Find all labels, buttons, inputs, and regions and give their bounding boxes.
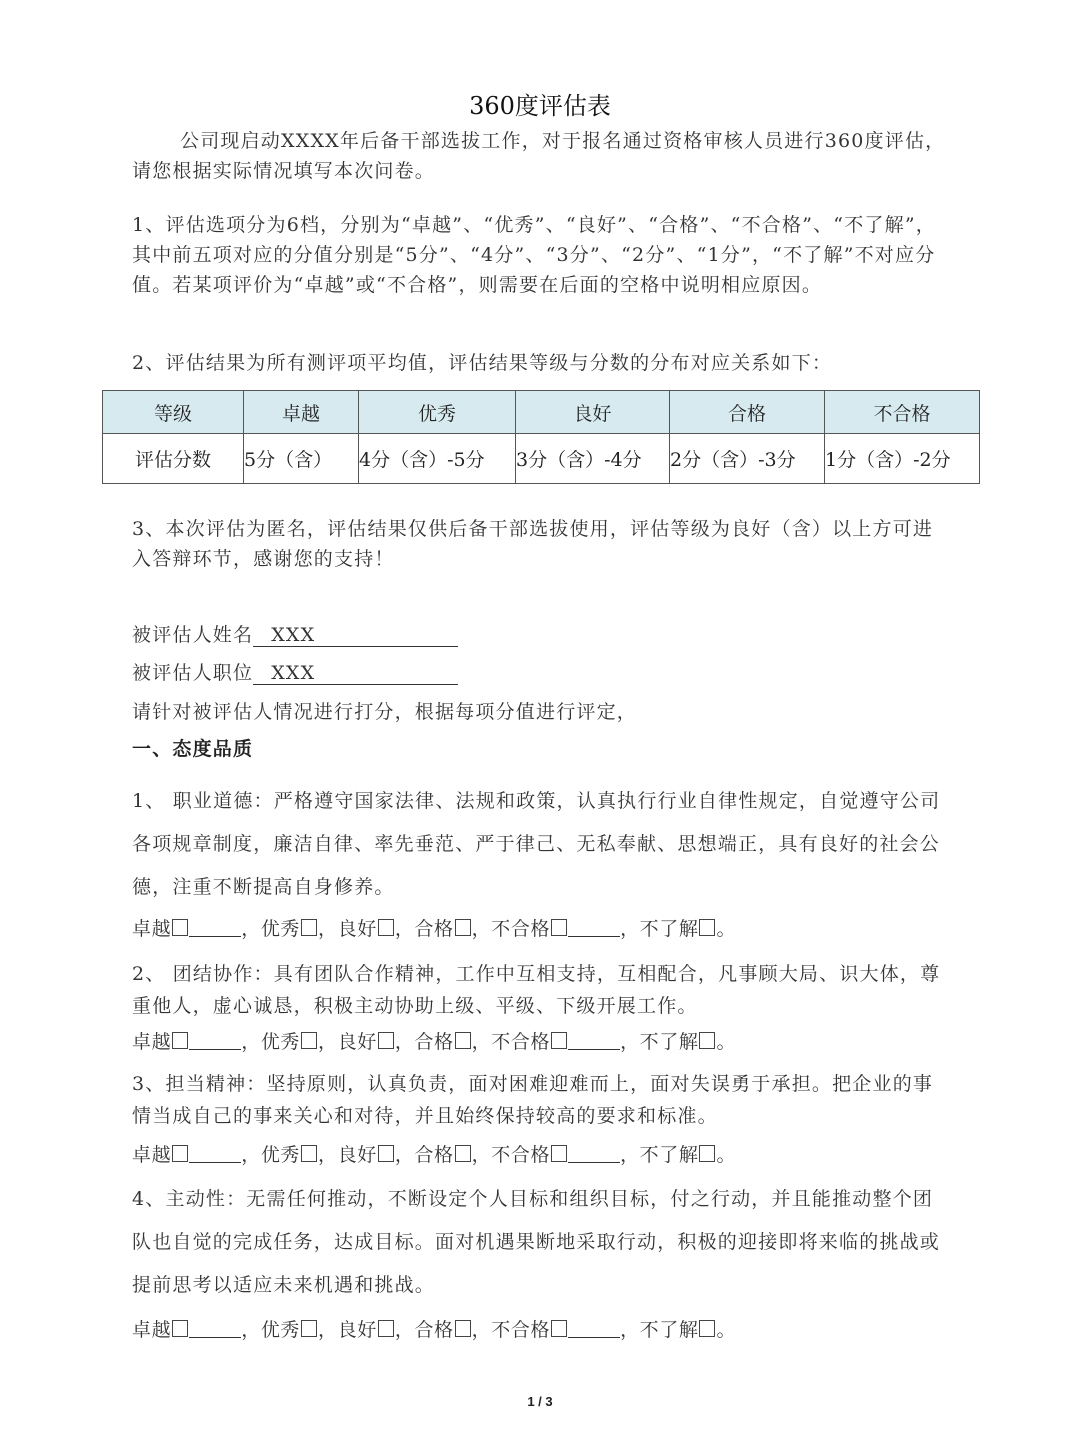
rule-1: 1、评估选项分为6档，分别为“卓越”、“优秀”、“良好”、“合格”、“不合格”、“不了解”，其中前五项对应的分值分别是“5分”、“4分”、“3分”、“2分”、“1分”，“不了解”不对应分值。若某项评价为“卓越”或“不合格”，则需要在后面的空格中说明相应原因。 [132,214,936,296]
checkbox-good-plus[interactable] [301,919,317,936]
option-label: 优秀 [260,1031,301,1053]
separator: ， [318,1319,338,1341]
checkbox-good[interactable] [378,919,394,936]
rule-3: 3、本次评估为匿名，评估结果仅供后备干部选拔使用，评估等级为良好（含）以上方可进入答辩环节，感谢您的支持！ [132,518,934,570]
checkbox-good[interactable] [378,1320,394,1337]
table-header-cell: 不合格 [825,391,980,434]
table-header-cell: 优秀 [359,391,516,434]
option-label: 卓越 [132,1319,172,1341]
evaluatee-position-row [132,658,458,685]
rating-options-2 [132,1027,736,1054]
checkbox-good-plus[interactable] [301,1145,317,1162]
separator: ， [394,1319,415,1341]
checkbox-fail[interactable] [551,919,567,936]
separator: ， [394,1144,415,1166]
separator: 。 [716,1144,737,1166]
option-label: 合格 [414,1144,454,1166]
table-cell: 评估分数 [103,434,244,484]
page-number: 1 / 3 [527,1394,553,1409]
table-cell: 1分（含）-2分 [825,434,980,484]
option-label: 良好 [337,1031,377,1053]
checkbox-fail[interactable] [551,1320,567,1337]
rating-options-3 [132,1140,736,1167]
option-label: 不了解 [639,918,699,940]
item-professional-ethics: 1、 职业道德：严格遵守国家法律、法规和政策，认真执行行业自律性规定，自觉遵守公司各项规章制度，廉洁自律、率先垂范、严于律己、无私奉献、思想端正，具有良好的社会公德，注重不断提高自身修养。 [132,790,941,898]
evaluatee-name-row [132,620,458,647]
separator: ， [318,918,338,940]
checkbox-good-plus[interactable] [301,1032,317,1049]
checkbox-pass[interactable] [455,919,471,936]
instruction-text: 请针对被评估人情况进行打分，根据每项分值进行评定， [132,701,638,723]
checkbox-unknown[interactable] [699,1320,715,1337]
separator: ， [620,1031,640,1053]
separator: ， [471,1031,492,1053]
evaluatee-position-label: 被评估人职位 [132,662,254,684]
option-label: 优秀 [260,1319,301,1341]
grade-score-table [102,390,980,484]
option-label: 合格 [414,1319,454,1341]
evaluatee-name-field[interactable]: XXX [253,624,458,647]
separator: 。 [716,918,737,940]
separator: ， [620,1319,640,1341]
evaluatee-position-field[interactable]: XXX [253,662,458,685]
option-label: 不了解 [639,1319,699,1341]
rule-2: 2、评估结果为所有测评项平均值，评估结果等级与分数的分布对应关系如下： [132,352,833,374]
table-header-cell: 卓越 [244,391,359,434]
reason-blank-fail[interactable] [568,918,620,937]
separator: ， [620,1144,640,1166]
separator: ， [241,1319,261,1341]
option-label: 不合格 [491,1031,551,1053]
option-label: 合格 [414,918,454,940]
separator: 。 [716,1319,737,1341]
table-cell: 2分（含）-3分 [670,434,825,484]
table-header-cell: 合格 [670,391,825,434]
reason-blank-excellent[interactable] [189,1319,241,1338]
checkbox-pass[interactable] [455,1145,471,1162]
reason-blank-excellent[interactable] [189,918,241,937]
reason-blank-excellent[interactable] [189,1031,241,1050]
item-teamwork: 2、 团结协作：具有团队合作精神，工作中互相支持，互相配合，凡事顾大局、识大体，尊重他人，虚心诚恳，积极主动协助上级、平级、下级开展工作。 [132,963,941,1017]
separator: 。 [716,1031,737,1053]
checkbox-excellent[interactable] [172,1145,188,1162]
option-label: 卓越 [132,918,172,940]
rating-options-1 [132,914,736,941]
checkbox-unknown[interactable] [699,1032,715,1049]
separator: ， [241,918,261,940]
separator: ， [394,918,415,940]
item-initiative: 4、主动性：无需任何推动，不断设定个人目标和组织目标，付之行动，并且能推动整个团队也自觉的完成任务，达成目标。面对机遇果断地采取行动，积极的迎接即将来临的挑战或提前思考以适应未来机遇和挑战。 [132,1188,941,1296]
rating-options-4 [132,1315,736,1342]
checkbox-good[interactable] [378,1145,394,1162]
evaluatee-name-label: 被评估人姓名 [132,624,254,646]
separator: ， [318,1031,338,1053]
reason-blank-fail[interactable] [568,1031,620,1050]
checkbox-excellent[interactable] [172,1320,188,1337]
option-label: 优秀 [260,918,301,940]
checkbox-pass[interactable] [455,1320,471,1337]
table-header-cell: 良好 [516,391,670,434]
reason-blank-fail[interactable] [568,1144,620,1163]
checkbox-fail[interactable] [551,1145,567,1162]
item-responsibility: 3、担当精神：坚持原则，认真负责，面对困难迎难而上，面对失误勇于承担。把企业的事情当成自己的事来关心和对待，并且始终保持较高的要求和标准。 [132,1073,934,1127]
table-cell: 5分（含） [244,434,359,484]
checkbox-fail[interactable] [551,1032,567,1049]
separator: ， [471,1144,492,1166]
table-header-row [103,391,980,434]
reason-blank-fail[interactable] [568,1319,620,1338]
option-label: 卓越 [132,1144,172,1166]
table-row [103,434,980,484]
option-label: 优秀 [260,1144,301,1166]
checkbox-excellent[interactable] [172,919,188,936]
checkbox-good[interactable] [378,1032,394,1049]
separator: ， [241,1031,261,1053]
separator: ， [471,1319,492,1341]
reason-blank-excellent[interactable] [189,1144,241,1163]
separator: ， [471,918,492,940]
checkbox-unknown[interactable] [699,1145,715,1162]
checkbox-unknown[interactable] [699,919,715,936]
table-cell: 4分（含）-5分 [359,434,516,484]
option-label: 合格 [414,1031,454,1053]
document-title: 360度评估表 [469,92,611,120]
option-label: 不合格 [491,1319,551,1341]
option-label: 良好 [337,918,377,940]
intro-paragraph: 公司现启动XXXX年后备干部选拔工作，对于报名通过资格审核人员进行360度评估，请您根据实际情况填写本次问卷。 [132,130,946,182]
separator: ， [318,1144,338,1166]
checkbox-pass[interactable] [455,1032,471,1049]
option-label: 良好 [337,1319,377,1341]
table-cell: 3分（含）-4分 [516,434,670,484]
checkbox-good-plus[interactable] [301,1320,317,1337]
option-label: 不了解 [639,1144,699,1166]
option-label: 良好 [337,1144,377,1166]
checkbox-excellent[interactable] [172,1032,188,1049]
option-label: 卓越 [132,1031,172,1053]
separator: ， [241,1144,261,1166]
option-label: 不合格 [491,918,551,940]
separator: ， [620,918,640,940]
separator: ， [394,1031,415,1053]
option-label: 不合格 [491,1144,551,1166]
option-label: 不了解 [639,1031,699,1053]
section-title-attitude: 一、态度品质 [132,738,254,760]
table-header-cell: 等级 [103,391,244,434]
